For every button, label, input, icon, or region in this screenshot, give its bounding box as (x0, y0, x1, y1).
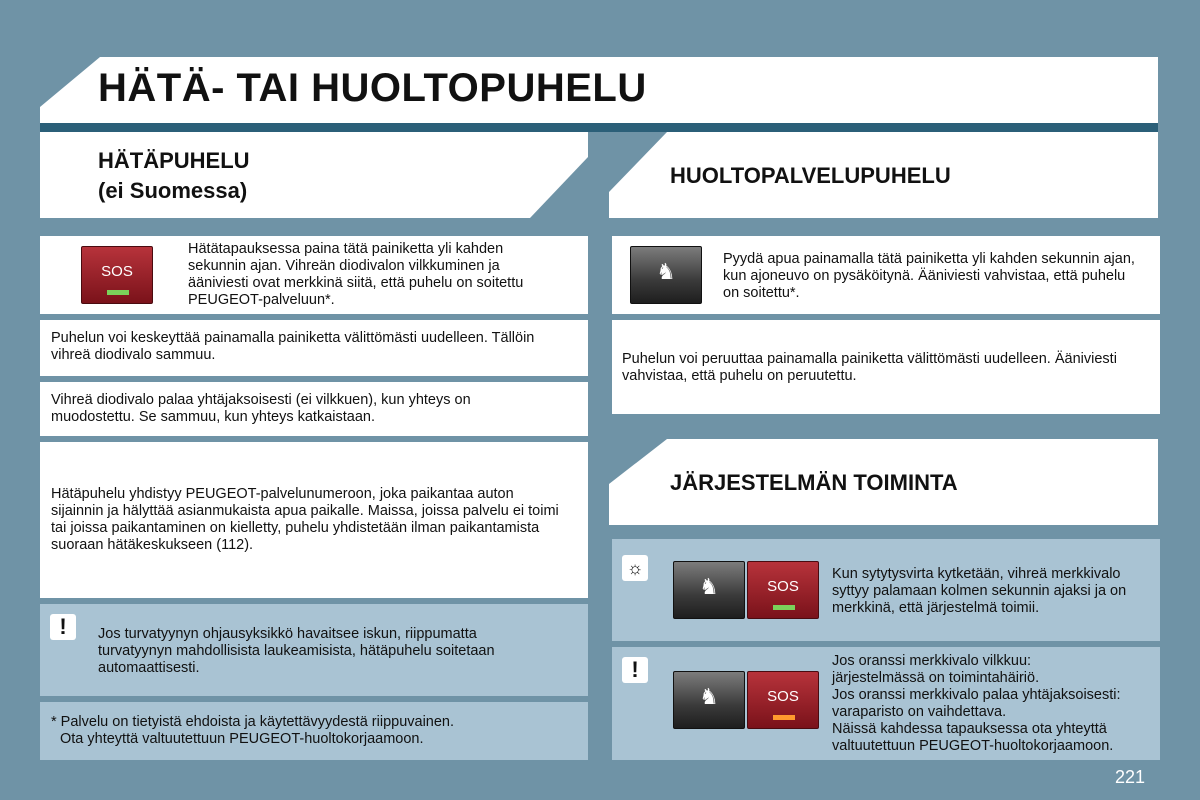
system-panel-2 (612, 647, 1160, 760)
system-heading: JÄRJESTELMÄN TOIMINTA (670, 470, 958, 495)
warning-icon: ! (50, 614, 76, 640)
title-separator (40, 123, 1158, 132)
sun-icon: ☼ (622, 555, 648, 581)
system-panel-1 (612, 539, 1160, 641)
peugeot-lion-icon: ♞ (656, 259, 676, 284)
sos-label: SOS (101, 263, 133, 280)
emergency-text-4: Hätäpuhelu yhdistyy PEUGEOT-palvelunumeroon, joka paikantaa auton sijainnin ja hälyttää asianmukaista apua paikalle. Maissa, joissa palvelu ei toimi tai joissa paikantaminen on kielletty, puhelu yhdistetään ilman paikantamista suoraan hätäkeskukseen (112). (51, 486, 559, 553)
warning-icon: ! (622, 657, 648, 683)
footnote-panel (40, 702, 588, 760)
warning-text: Jos turvatyynyn ohjausyksikkö havaitsee iskun, riippumatta turvatyynyn mahdollisista laukeamisista, hätäpuhelu soitetaan automaattisesti. (98, 626, 495, 676)
system-text-2-line-3: Jos oranssi merkkivalo palaa yhtäjaksoisesti: (832, 687, 1121, 703)
peugeot-button-display (673, 561, 745, 619)
emergency-panel-2 (40, 320, 588, 376)
service-heading: HUOLTOPALVELUPUHELU (670, 163, 951, 188)
peugeot-button-display (673, 671, 745, 729)
led-green-icon (773, 605, 795, 610)
page-title: HÄTÄ- TAI HUOLTOPUHELU (98, 66, 647, 110)
led-orange-icon (773, 715, 795, 720)
sos-button-display (747, 561, 819, 619)
peugeot-lion-icon: ♞ (699, 684, 719, 709)
emergency-subheading: (ei Suomessa) (98, 178, 248, 203)
peugeot-assistance-button[interactable] (630, 246, 702, 304)
emergency-panel-4 (40, 442, 588, 598)
emergency-panel-1 (40, 236, 588, 314)
sos-button-display (747, 671, 819, 729)
page-number: 221 (1114, 767, 1145, 787)
sos-label: SOS (767, 688, 799, 705)
emergency-panel-3 (40, 382, 588, 436)
led-green-icon (107, 290, 129, 295)
footnote-line-1: * Palvelu on tietyistä ehdoista ja käytettävyydestä riippuvainen. (51, 714, 455, 730)
service-text-2: Puhelun voi peruuttaa painamalla painiketta välittömästi uudelleen. Ääniviesti vahvistaa, että puhelu on peruutettu. (622, 351, 1117, 384)
system-text-2-line-2: järjestelmässä on toimintahäiriö. (832, 670, 1040, 686)
system-text-2-line-4: varaparisto on vaihdettava. (832, 704, 1007, 720)
sos-button[interactable] (81, 246, 153, 304)
footnote-line-2: Ota yhteyttä valtuutettuun PEUGEOT-huoltokorjaamoon. (60, 731, 424, 747)
service-panel-2 (612, 320, 1160, 414)
peugeot-lion-icon: ♞ (699, 574, 719, 599)
service-panel-1 (612, 236, 1160, 314)
emergency-text-2: Puhelun voi keskeyttää painamalla painiketta välittömästi uudelleen. Tällöin vihreä diodivalo sammuu. (51, 330, 535, 363)
system-text-2-line-1: Jos oranssi merkkivalo vilkkuu: (832, 653, 1032, 669)
service-text-1: Pyydä apua painamalla tätä painiketta yli kahden sekunnin ajan, kun ajoneuvo on pysäköitynä. Ääniviesti vahvistaa, että puhelu on soitettu*. (723, 251, 1135, 301)
emergency-text-3: Vihreä diodivalo palaa yhtäjaksoisesti (ei vilkkuen), kun yhteys on muodostettu. Se sammuu, kun yhteys katkaistaan. (51, 392, 471, 425)
warning-panel (40, 604, 588, 696)
emergency-text-1: Hätätapauksessa paina tätä painiketta yli kahden sekunnin ajan. Vihreän diodivalon vilkkuminen ja ääniviesti ovat merkkinä siitä, että puhelu on soitettu PEUGEOT-palveluun*. (188, 241, 524, 308)
sos-label: SOS (767, 578, 799, 595)
system-text-2 (832, 653, 1152, 755)
system-text-1: Kun sytytysvirta kytketään, vihreä merkkivalo syttyy palamaan kolmen sekunnin ajaksi ja on merkkinä, että järjestelmä toimii. (832, 566, 1127, 616)
system-text-2-line-5: Näissä kahdessa tapauksessa ota yhteyttä valtuutettuun PEUGEOT-huoltokorjaamoon. (832, 721, 1114, 754)
emergency-heading: HÄTÄPUHELU (98, 148, 250, 173)
